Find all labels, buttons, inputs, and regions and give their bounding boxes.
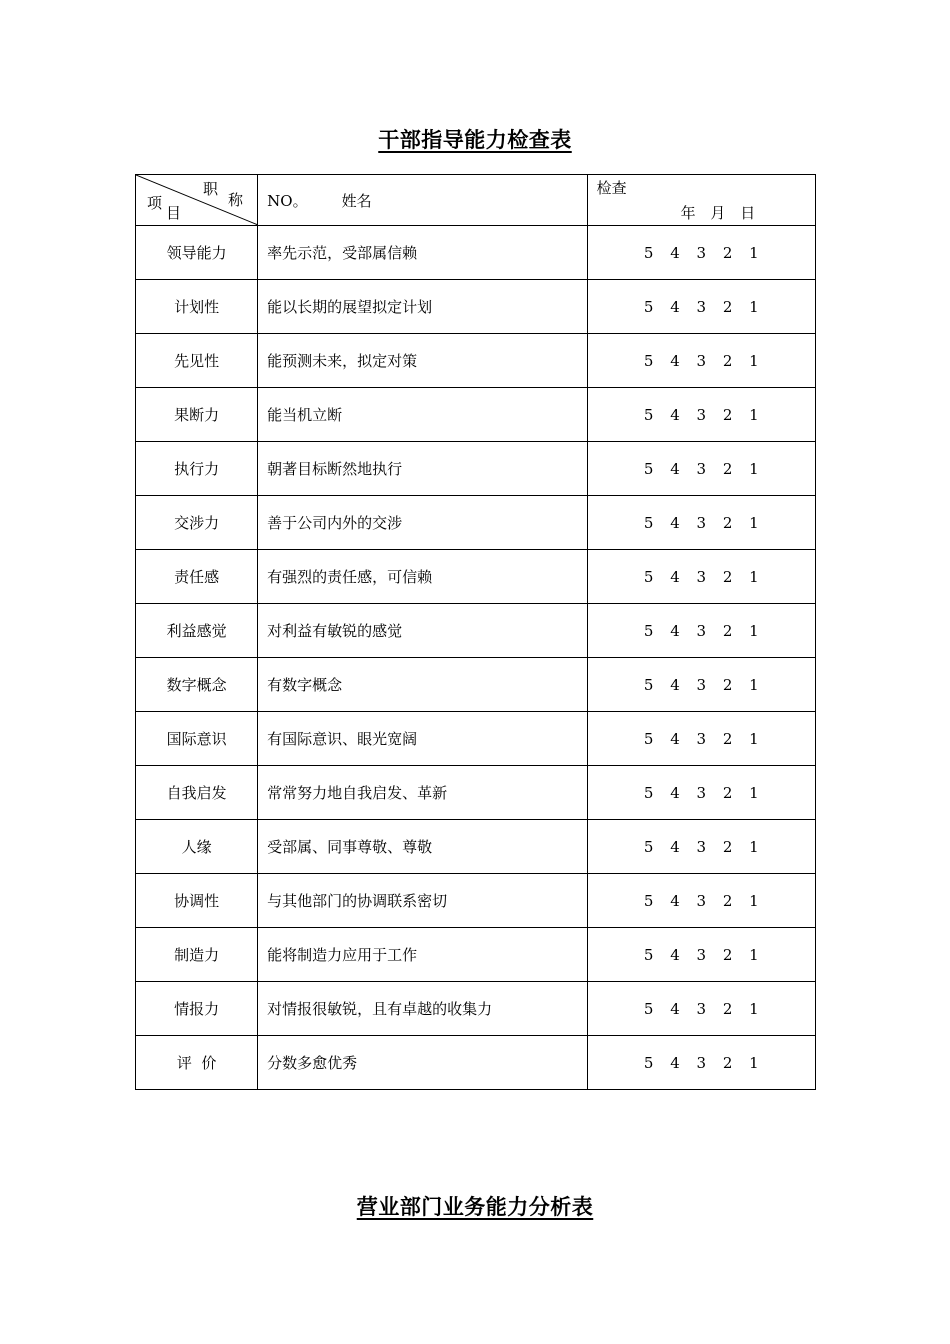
- row-score: 5 4 3 2 1: [587, 874, 815, 928]
- header-name: 姓名: [341, 191, 372, 210]
- row-item: 领导能力: [136, 226, 258, 280]
- row-description: 分数多愈优秀: [258, 1036, 587, 1090]
- row-score: 5 4 3 2 1: [587, 388, 815, 442]
- row-item: 数字概念: [136, 658, 258, 712]
- row-score: 5 4 3 2 1: [587, 1036, 815, 1090]
- table-row: [136, 658, 816, 712]
- row-score: 5 4 3 2 1: [587, 982, 815, 1036]
- row-score: 5 4 3 2 1: [587, 766, 815, 820]
- table-row: [136, 226, 816, 280]
- row-score: 5 4 3 2 1: [587, 334, 815, 388]
- header-check-label: 检查: [596, 179, 627, 197]
- row-description: 有强烈的责任感，可信赖: [258, 550, 587, 604]
- table-row: [136, 874, 816, 928]
- header-no-name-cell: [258, 175, 587, 226]
- row-description: 朝著目标断然地执行: [258, 442, 587, 496]
- table-row: [136, 550, 816, 604]
- table-row: [136, 496, 816, 550]
- row-description: 能将制造力应用于工作: [258, 928, 587, 982]
- header-title-char-1: 职: [203, 180, 219, 198]
- row-item: 交涉力: [136, 496, 258, 550]
- header-date-label: 年 月 日: [680, 204, 756, 222]
- section-title: 营业部门业务能力分析表: [356, 1195, 594, 1219]
- row-score: 5 4 3 2 1: [587, 820, 815, 874]
- row-item: 人缘: [136, 820, 258, 874]
- header-item-char-2: 目: [166, 204, 182, 222]
- table-row: [136, 712, 816, 766]
- row-item: 先见性: [136, 334, 258, 388]
- row-item: 责任感: [136, 550, 258, 604]
- row-description: 有国际意识、眼光宽阔: [258, 712, 587, 766]
- row-item: 果断力: [136, 388, 258, 442]
- row-item: 情报力: [136, 982, 258, 1036]
- table-row: [136, 820, 816, 874]
- row-description: 善于公司内外的交涉: [258, 496, 587, 550]
- ability-check-table: [135, 174, 816, 1090]
- header-item-char-1: 项: [147, 194, 163, 212]
- table-row: [136, 280, 816, 334]
- header-no: NO。: [267, 191, 308, 210]
- row-score: 5 4 3 2 1: [587, 496, 815, 550]
- row-item: 自我启发: [136, 766, 258, 820]
- header-title-char-2: 称: [228, 191, 244, 209]
- table-row: [136, 604, 816, 658]
- row-item: 制造力: [136, 928, 258, 982]
- row-description: 率先示范，受部属信赖: [258, 226, 587, 280]
- row-score: 5 4 3 2 1: [587, 280, 815, 334]
- row-item: 评 价: [136, 1036, 258, 1090]
- row-description: 能预测未来，拟定对策: [258, 334, 587, 388]
- row-score: 5 4 3 2 1: [587, 442, 815, 496]
- row-description: 有数字概念: [258, 658, 587, 712]
- row-description: 与其他部门的协调联系密切: [258, 874, 587, 928]
- row-score: 5 4 3 2 1: [587, 604, 815, 658]
- row-item: 利益感觉: [136, 604, 258, 658]
- row-description: 对情报很敏锐，且有卓越的收集力: [258, 982, 587, 1036]
- row-description: 受部属、同事尊敬、尊敬: [258, 820, 587, 874]
- row-item: 国际意识: [136, 712, 258, 766]
- table-row: [136, 928, 816, 982]
- row-score: 5 4 3 2 1: [587, 712, 815, 766]
- row-score: 5 4 3 2 1: [587, 928, 815, 982]
- page-title: 干部指导能力检查表: [378, 128, 572, 152]
- row-description: 对利益有敏锐的感觉: [258, 604, 587, 658]
- diagonal-header-cell: [136, 175, 258, 226]
- table-row: [136, 982, 816, 1036]
- row-item: 协调性: [136, 874, 258, 928]
- row-description: 能当机立断: [258, 388, 587, 442]
- row-description: 常常努力地自我启发、革新: [258, 766, 587, 820]
- table-row: [136, 334, 816, 388]
- table-row: [136, 1036, 816, 1090]
- row-score: 5 4 3 2 1: [587, 226, 815, 280]
- table-row: [136, 442, 816, 496]
- header-check-cell: [587, 175, 815, 226]
- row-item: 计划性: [136, 280, 258, 334]
- row-item: 执行力: [136, 442, 258, 496]
- table-row: [136, 766, 816, 820]
- row-description: 能以长期的展望拟定计划: [258, 280, 587, 334]
- table-row: [136, 388, 816, 442]
- row-score: 5 4 3 2 1: [587, 550, 815, 604]
- table-header-row: [136, 175, 816, 226]
- row-score: 5 4 3 2 1: [587, 658, 815, 712]
